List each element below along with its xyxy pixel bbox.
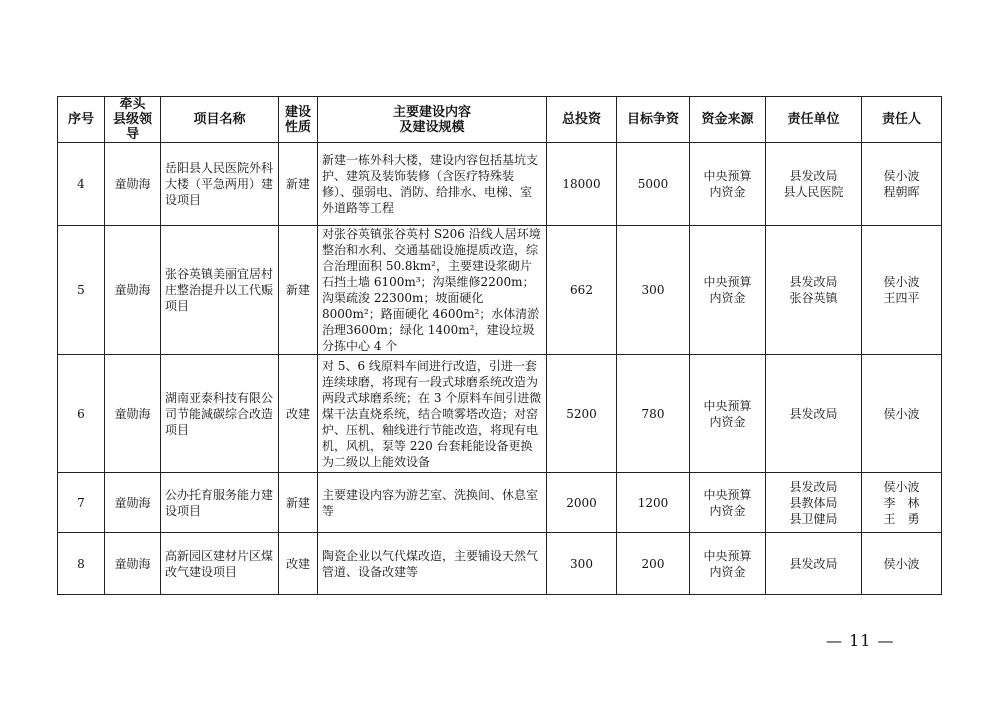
table-row [58,533,942,595]
cell-source: 中央预算 内资金 [690,533,766,595]
cell-project-name: 张谷英镇美丽宜居村庄整治提升以工代赈项目 [161,226,279,355]
cell-content: 对 5、6 线原料车间进行改造，引进一套连续球磨，将现有一段式球磨系统改造为两段式球磨系统；在 3 个原料车间引进微煤干法直烧系统，结合喷雾塔改造；对窑炉、压机、釉线进行节能改造，将现有电机，风机，泵等 220 台套耗能设备更换为二级以上能效设备 [318,355,547,473]
header-unit: 责任单位 [766,97,862,143]
header-source: 资金来源 [690,97,766,143]
cell-target: 5000 [617,143,690,226]
header-name: 项目名称 [161,97,279,143]
cell-project-name: 公办托育服务能力建设项目 [161,473,279,533]
cell-target: 200 [617,533,690,595]
cell-unit: 县发改局 [766,533,862,595]
header-row [58,97,942,143]
cell-seq: 8 [58,533,105,595]
cell-person: 侯小波 李 林 王 勇 [862,473,942,533]
cell-leader: 童勋海 [105,143,161,226]
header-target: 目标争资 [617,97,690,143]
cell-seq: 4 [58,143,105,226]
cell-unit: 县发改局 张谷英镇 [766,226,862,355]
cell-content: 对张谷英镇张谷英村 S206 沿线人居环境整治和水利、交通基础设施提质改造，综合治理面积 50.8km²，主要建设浆砌片石挡土墙 6100m³；沟渠维修2200m；沟渠疏浚 22300m；坡面硬化 8000m²；路面硬化 4600m²；水体清淤治理3600m；绿化 1400m²，建设垃圾分拣中心 4 个 [318,226,547,355]
cell-leader: 童勋海 [105,355,161,473]
cell-source: 中央预算 内资金 [690,355,766,473]
cell-target: 300 [617,226,690,355]
table-row [58,473,942,533]
cell-target: 1200 [617,473,690,533]
cell-seq: 6 [58,355,105,473]
cell-source: 中央预算 内资金 [690,226,766,355]
table-row [58,143,942,226]
table-row [58,355,942,473]
cell-project-name: 湖南亚泰科技有限公司节能減碳综合改造项目 [161,355,279,473]
cell-nature: 改建 [279,533,318,595]
cell-target: 780 [617,355,690,473]
cell-project-name: 高新园区建材片区煤改气建设项目 [161,533,279,595]
cell-person: 侯小波 程朝晖 [862,143,942,226]
cell-total: 300 [547,533,617,595]
project-table [57,96,942,595]
cell-total: 662 [547,226,617,355]
cell-nature: 新建 [279,143,318,226]
cell-total: 5200 [547,355,617,473]
header-nature: 建设 性质 [279,97,318,143]
table-row [58,226,942,355]
cell-content: 新建一栋外科大楼，建设内容包括基坑支护、建筑及装饰装修（含医疗特殊装修）、强弱电、消防、给排水、电梯、室外道路等工程 [318,143,547,226]
cell-unit: 县发改局 [766,355,862,473]
cell-nature: 改建 [279,355,318,473]
cell-total: 2000 [547,473,617,533]
cell-unit: 县发改局 县教体局 县卫健局 [766,473,862,533]
cell-source: 中央预算 内资金 [690,473,766,533]
header-seq: 序号 [58,97,105,143]
cell-seq: 5 [58,226,105,355]
cell-leader: 童勋海 [105,473,161,533]
header-leader: 牵头 县级领导 [105,97,161,143]
page-number: — 11 — [826,631,895,650]
header-total: 总投资 [547,97,617,143]
cell-person: 侯小波 [862,533,942,595]
cell-leader: 童勋海 [105,533,161,595]
cell-content: 陶瓷企业以气代煤改造，主要铺设天然气管道、设备改建等 [318,533,547,595]
cell-source: 中央预算 内资金 [690,143,766,226]
header-person: 责任人 [862,97,942,143]
cell-seq: 7 [58,473,105,533]
cell-unit: 县发改局 县人民医院 [766,143,862,226]
cell-nature: 新建 [279,226,318,355]
cell-person: 侯小波 [862,355,942,473]
cell-total: 18000 [547,143,617,226]
cell-leader: 童勋海 [105,226,161,355]
cell-content: 主要建设内容为游艺室、洗换间、休息室等 [318,473,547,533]
cell-project-name: 岳阳县人民医院外科大楼（平急两用）建设项目 [161,143,279,226]
cell-nature: 新建 [279,473,318,533]
header-content: 主要建设内容 及建设规模 [318,97,547,143]
cell-person: 侯小波 王四平 [862,226,942,355]
